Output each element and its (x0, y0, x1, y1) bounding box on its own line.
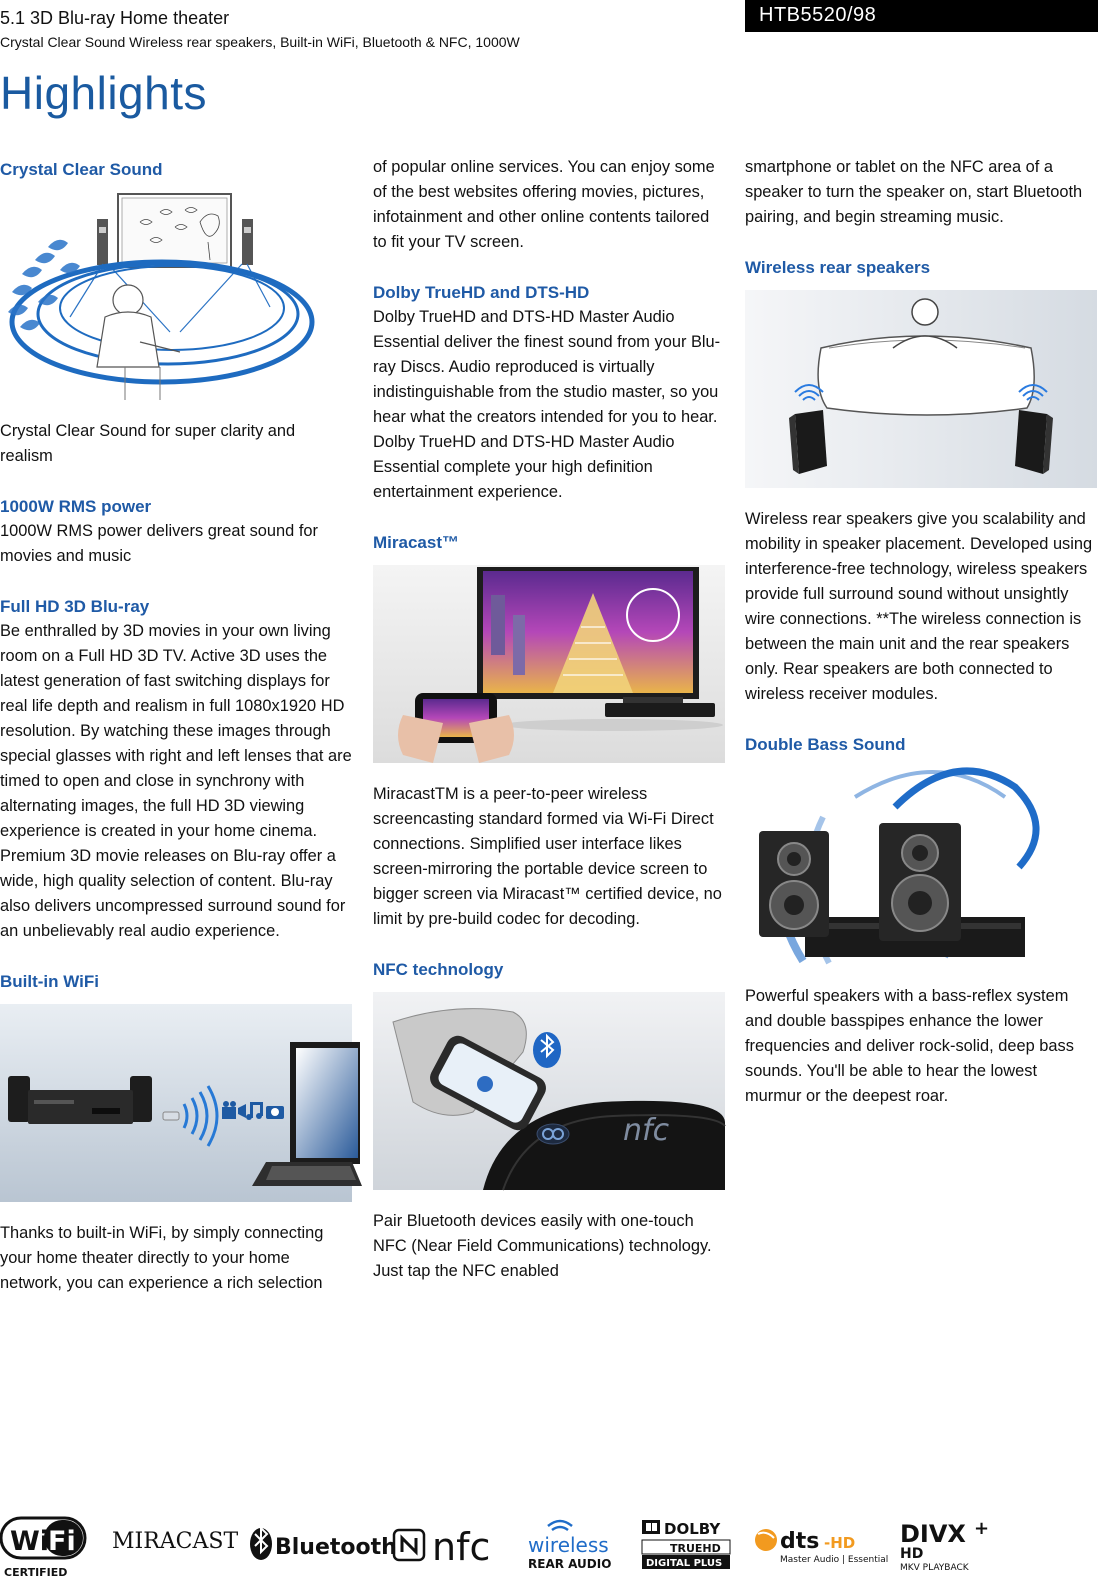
svg-text:HD: HD (900, 1546, 924, 1562)
svg-text:TRUEHD: TRUEHD (670, 1542, 721, 1555)
svg-text:+: + (974, 1518, 990, 1539)
svg-text:Wi: Wi (10, 1526, 50, 1557)
bass-speaker-icon (745, 767, 1097, 965)
svg-text:REAR AUDIO: REAR AUDIO (528, 1557, 612, 1571)
miracast-logo (112, 1512, 237, 1583)
model-number-badge: HTB5520/98 (745, 0, 1098, 32)
screen-mirroring-icon (373, 565, 725, 763)
svg-text:Master Audio | Essential: Master Audio | Essential (780, 1555, 889, 1565)
built-in-wifi-text: Thanks to built-in WiFi, by simply connecting your home theater directly to your home network, you can experience a rich selection (0, 1224, 324, 1292)
column-3 (745, 155, 1097, 1109)
crystal-clear-sound-text: Crystal Clear Sound for super clarity and realism (0, 422, 296, 465)
divx-plus-hd-logo (900, 1512, 1000, 1583)
built-in-wifi-text-continued: of popular online services. You can enjoy some of the best websites offering movies, pictures, infotainment and other online contents tailored to fit your TV screen. (373, 158, 715, 251)
nfc-technology-illustration (373, 992, 725, 1190)
rms-power-text: 1000W RMS power delivers great sound for movies and music (0, 522, 318, 565)
svg-text:MKV PLAYBACK: MKV PLAYBACK (900, 1563, 969, 1573)
built-in-wifi-illustration (0, 1004, 352, 1202)
svg-text:Fi: Fi (48, 1526, 76, 1557)
header-title: 5.1 3D Blu-ray Home theater (0, 8, 230, 28)
svg-text:-HD: -HD (824, 1534, 856, 1552)
page-title: Highlights (0, 67, 207, 119)
nfc-technology-text-continued: smartphone or tablet on the NFC area of a speaker to turn the speaker on, start Bluetooth pairing, and begin streaming music. (745, 158, 1083, 226)
column-1 (0, 155, 352, 1296)
nfc-device-label: nfc (623, 1113, 670, 1148)
nfc-technology-text: Pair Bluetooth devices easily with one-touch NFC (Near Field Communications) technology. Just tap the NFC enabled (373, 1212, 712, 1280)
wireless-rear-speakers-text: Wireless rear speakers give you scalability and mobility in speaker placement. Developed using interference-free technology, wireless speakers provide full surround sound without unsightly wire connections. **The wireless connection is between the main unit and the rear speakers only. Rear speakers are both connected to wireless receiver modules. (745, 510, 1093, 703)
miracast-illustration (373, 565, 725, 763)
nfc-tap-icon (373, 992, 725, 1190)
heading-crystal-clear-sound: Crystal Clear Sound (0, 160, 163, 179)
svg-text:Bluetooth: Bluetooth (275, 1535, 397, 1560)
wifi-certified-logo (0, 1512, 92, 1583)
nfc-logo (392, 1512, 512, 1583)
bluetooth-logo (249, 1512, 397, 1583)
svg-text:DIGITAL PLUS: DIGITAL PLUS (646, 1558, 723, 1569)
miracast-text: MiracastTM is a peer-to-peer wireless screencasting standard formed via Wi-Fi Direct connections. Simplified user interface likes screen-mirroring the portable device screen to bigger screen via Miracast™ certified device, no limit by pre-build codec for decoding. (373, 785, 722, 928)
crystal-clear-sound-illustration (0, 182, 352, 400)
svg-text:nfc: nfc (432, 1525, 491, 1569)
svg-text:DIVX: DIVX (900, 1520, 966, 1548)
svg-text:MIRACAST: MIRACAST (112, 1529, 239, 1554)
dolby-truehd-logo (640, 1512, 735, 1583)
heading-miracast: Miracast™ (373, 533, 459, 552)
dolby-truehd-dts-hd-text: Dolby TrueHD and DTS-HD Master Audio Essential deliver the finest sound from your Blu-ray Discs. Audio reproduced is virtually indistinguishable from the studio master, so you hear what the creators intended for you to hear. Dolby TrueHD and DTS-HD Master Audio Essential complete your high definition entertainment experience. (373, 308, 721, 501)
heading-wireless-rear-speakers: Wireless rear speakers (745, 258, 931, 277)
wifi-streaming-icon (0, 1004, 352, 1202)
footer-logo-bar (0, 1512, 1098, 1583)
full-hd-3d-bluray-text: Be enthralled by 3D movies in your own living room on a Full HD 3D TV. Active 3D uses the latest generation of fast switching displays for real life depth and realism in full 1080x1920 HD resolution. By watching these images through special glasses with right and left lenses that are timed to open and close in synchrony with alternating images, the full HD 3D viewing experience is created in your home cinema. Premium 3D movie releases on Blu-ray offer a wide, high quality selection of content. Blu-ray also delivers uncompressed surround sound for an unbelievably real audio experience. (0, 622, 352, 940)
surround-sound-icon (0, 182, 352, 400)
header-subtitle: Crystal Clear Sound Wireless rear speakers, Built-in WiFi, Bluetooth & NFC, 1000W (0, 34, 520, 50)
svg-text:DOLBY: DOLBY (664, 1520, 721, 1538)
heading-dolby-truehd-dts-hd: Dolby TrueHD and DTS-HD (373, 283, 590, 302)
double-bass-sound-illustration (745, 767, 1097, 965)
svg-text:CERTIFIED: CERTIFIED (4, 1566, 68, 1579)
wireless-rear-audio-logo (528, 1512, 628, 1583)
rear-speaker-icon (745, 290, 1097, 488)
column-2 (373, 155, 725, 1284)
wireless-rear-speakers-illustration (745, 290, 1097, 488)
double-bass-sound-text: Powerful speakers with a bass-reflex system and double basspipes enhance the lower frequencies and deliver rock-solid, deep bass sounds. You'll be able to hear the lowest murmur or the deepest roar. (745, 987, 1074, 1105)
svg-text:wireless: wireless (528, 1533, 609, 1557)
heading-full-hd-3d-bluray: Full HD 3D Blu-ray (0, 597, 150, 616)
svg-text:dts: dts (780, 1529, 820, 1554)
heading-nfc-technology: NFC technology (373, 960, 504, 979)
dts-hd-logo (752, 1512, 889, 1583)
heading-double-bass-sound: Double Bass Sound (745, 735, 906, 754)
heading-built-in-wifi: Built-in WiFi (0, 972, 99, 991)
heading-rms-power: 1000W RMS power (0, 497, 152, 516)
